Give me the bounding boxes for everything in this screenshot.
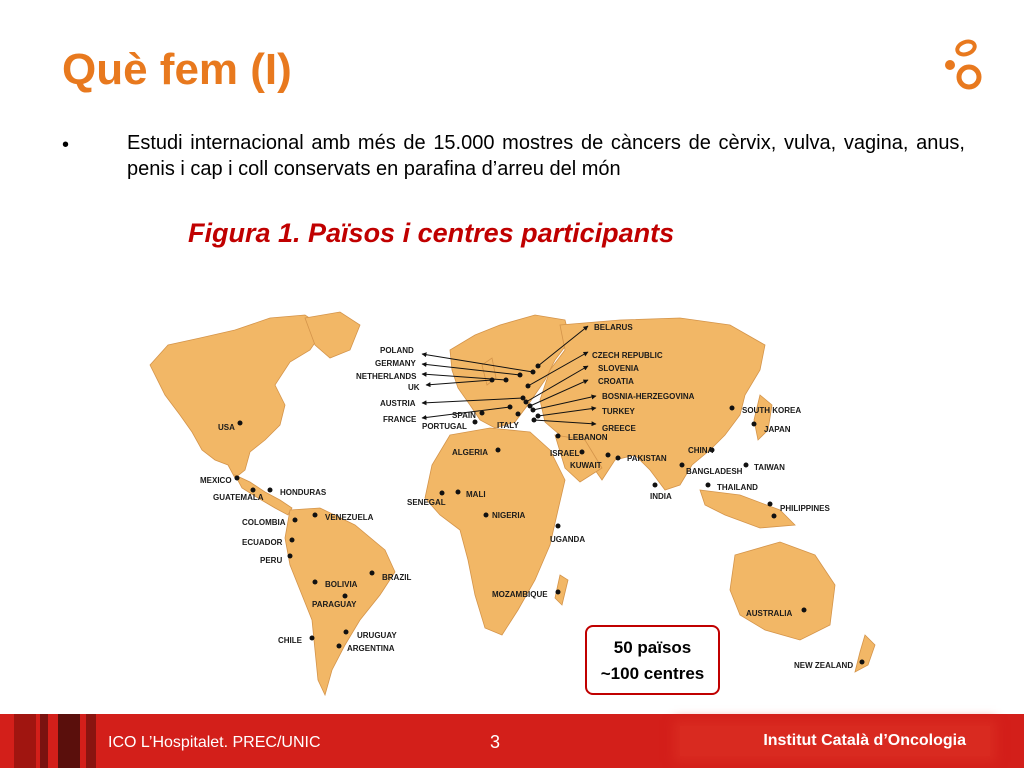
label-honduras: HONDURAS xyxy=(280,488,327,497)
footer-stripe xyxy=(86,714,96,768)
label-south-korea: SOUTH KOREA xyxy=(742,406,802,415)
dot-nigeria xyxy=(484,513,489,518)
slide-title: Què fem (I) xyxy=(62,45,292,94)
dot-paraguay xyxy=(343,594,348,599)
dot-kuwait xyxy=(606,453,611,458)
dot-uganda xyxy=(556,524,561,529)
label-australia: AUSTRALIA xyxy=(746,609,793,618)
summary-box xyxy=(585,625,720,695)
label-uruguay: URUGUAY xyxy=(357,631,397,640)
label-turkey: TURKEY xyxy=(602,407,635,416)
bullet-marker: • xyxy=(62,134,70,156)
dot-portugal xyxy=(473,420,478,425)
label-bangladesh: BANGLADESH xyxy=(686,467,743,476)
label-bolivia: BOLIVIA xyxy=(325,580,358,589)
label-portugal: PORTUGAL xyxy=(422,422,467,431)
label-brazil: BRAZIL xyxy=(382,573,412,582)
footer-stripe xyxy=(58,714,80,768)
footer-stripe xyxy=(40,714,48,768)
dot-chile xyxy=(310,636,315,641)
label-argentina: ARGENTINA xyxy=(347,644,395,653)
label-chile: CHILE xyxy=(278,636,302,645)
label-algeria: ALGERIA xyxy=(452,448,488,457)
label-senegal: SENEGAL xyxy=(407,498,446,507)
dot-mexico xyxy=(235,476,240,481)
ico-logo-icon xyxy=(936,38,988,96)
label-india: INDIA xyxy=(650,492,672,501)
label-usa: USA xyxy=(218,423,235,432)
label-kuwait: KUWAIT xyxy=(570,461,602,470)
dot-italy xyxy=(516,412,521,417)
africa-landmass xyxy=(425,428,565,635)
greenland-landmass xyxy=(305,312,360,358)
dot-israel xyxy=(580,450,585,455)
label-guatemala: GUATEMALA xyxy=(213,493,264,502)
bullet-text: Estudi internacional amb més de 15.000 mostres de càncers de cèrvix, vulva, vagina, anus, penis i cap i coll conservats en parafina d’arreu del món xyxy=(127,132,965,180)
label-slovenia: SLOVENIA xyxy=(598,364,639,373)
label-colombia: COLOMBIA xyxy=(242,518,286,527)
dot-bangladesh xyxy=(680,463,685,468)
dot-south-korea xyxy=(730,406,735,411)
australia-landmass xyxy=(730,542,835,640)
label-new-zealand: NEW ZEALAND xyxy=(794,661,854,670)
label-italy: ITALY xyxy=(497,421,519,430)
dot-brazil xyxy=(370,571,375,576)
dot-japan xyxy=(752,422,757,427)
dot-senegal xyxy=(440,491,445,496)
label-israel: ISRAEL xyxy=(550,449,580,458)
label-philippines: PHILIPPINES xyxy=(780,504,830,513)
dot-philippines xyxy=(768,502,773,507)
label-paraguay: PARAGUAY xyxy=(312,600,357,609)
dot-philippines-2 xyxy=(772,514,777,519)
summary-countries: 50 països xyxy=(613,638,692,657)
label-mali: MALI xyxy=(466,490,486,499)
dot-thailand xyxy=(706,483,711,488)
label-nigeria: NIGERIA xyxy=(492,511,526,520)
label-uk: UK xyxy=(408,383,420,392)
label-france: FRANCE xyxy=(383,415,417,424)
label-germany: GERMANY xyxy=(375,359,416,368)
dot-peru xyxy=(288,554,293,559)
new-zealand-landmass xyxy=(855,635,875,672)
label-belarus: BELARUS xyxy=(594,323,633,332)
label-pakistan: PAKISTAN xyxy=(627,454,667,463)
label-austria: AUSTRIA xyxy=(380,399,416,408)
dot-bolivia xyxy=(313,580,318,585)
dot-india xyxy=(653,483,658,488)
label-lebanon: LEBANON xyxy=(568,433,608,442)
footer-stripe xyxy=(14,714,36,768)
footer-institution: Institut Català d’Oncologia xyxy=(680,726,990,756)
label-japan: JAPAN xyxy=(764,425,791,434)
dot-pakistan xyxy=(616,456,621,461)
label-bosnia: BOSNIA-HERZEGOVINA xyxy=(602,392,695,401)
label-greece: GREECE xyxy=(602,424,636,433)
dot-ecuador xyxy=(290,538,295,543)
footer-organization: ICO L’Hospitalet. PREC/UNIC xyxy=(108,734,321,751)
dot-mozambique xyxy=(556,590,561,595)
dot-uruguay xyxy=(344,630,349,635)
label-mozambique: MOZAMBIQUE xyxy=(492,590,548,599)
north-america-landmass xyxy=(150,315,325,478)
dot-lebanon xyxy=(556,434,561,439)
dot-mali xyxy=(456,490,461,495)
label-poland: POLAND xyxy=(380,346,414,355)
label-thailand: THAILAND xyxy=(717,483,758,492)
label-netherlands: NETHERLANDS xyxy=(356,372,417,381)
label-taiwan: TAIWAN xyxy=(754,463,785,472)
dot-taiwan xyxy=(744,463,749,468)
label-mexico: MEXICO xyxy=(200,476,232,485)
dot-australia xyxy=(802,608,807,613)
dot-algeria xyxy=(496,448,501,453)
label-venezuela: VENEZUELA xyxy=(325,513,374,522)
dot-new-zealand xyxy=(860,660,865,665)
dot-honduras xyxy=(268,488,273,493)
dot-venezuela xyxy=(313,513,318,518)
dot-colombia xyxy=(293,518,298,523)
label-china: CHINA xyxy=(688,446,714,455)
summary-centres: ~100 centres xyxy=(600,664,705,683)
dot-spain xyxy=(480,411,485,416)
label-czech: CZECH REPUBLIC xyxy=(592,351,663,360)
dot-argentina xyxy=(337,644,342,649)
dot-usa xyxy=(238,421,243,426)
page-number: 3 xyxy=(490,732,501,752)
figure-title: Figura 1. Països i centres participants xyxy=(188,218,675,248)
label-croatia: CROATIA xyxy=(598,377,634,386)
label-spain: SPAIN xyxy=(452,411,476,420)
label-ecuador: ECUADOR xyxy=(242,538,283,547)
label-uganda: UGANDA xyxy=(550,535,586,544)
dot-guatemala xyxy=(251,488,256,493)
label-peru: PERU xyxy=(260,556,283,565)
footer-bar xyxy=(0,714,1024,768)
world-map xyxy=(140,310,890,705)
